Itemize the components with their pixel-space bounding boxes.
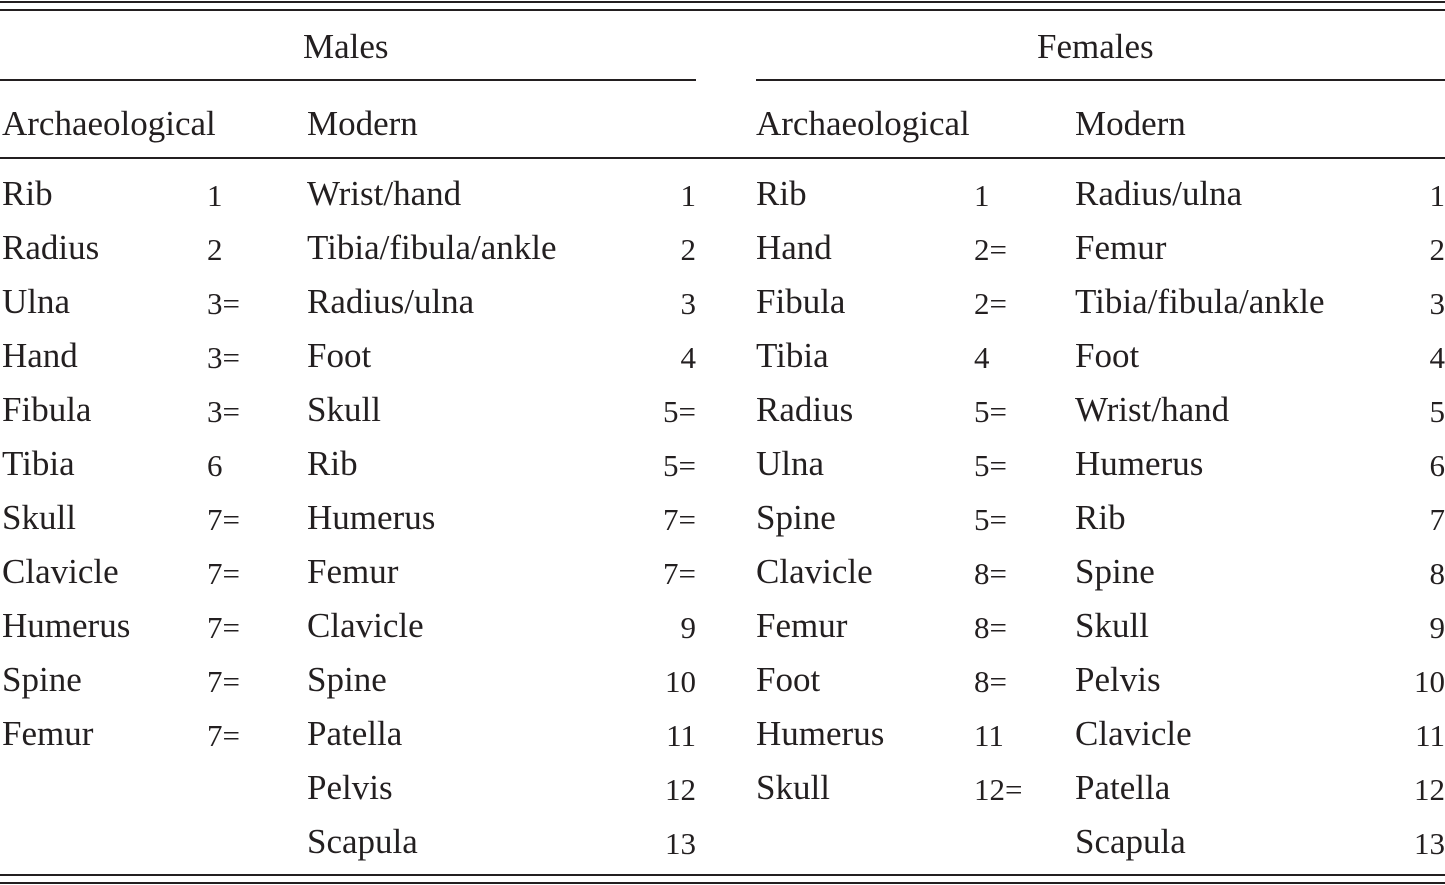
females-archaeological-rank: 8=: [974, 664, 1007, 699]
females-archaeological-rank: 5=: [974, 394, 1007, 429]
females-archaeological-name: Clavicle: [756, 552, 873, 591]
females-modern-rank: 12: [1414, 772, 1445, 807]
males-modern-rank: 5=: [663, 448, 696, 483]
females-archaeological-rank: 12=: [974, 772, 1023, 807]
table-bottom-rule-inner: [0, 874, 1445, 876]
table-bottom-rule: [0, 882, 1445, 884]
females-modern-name: Wrist/hand: [1075, 390, 1230, 429]
females-modern-rank: 8: [1429, 556, 1445, 591]
females-archaeological-name: Fibula: [756, 282, 846, 321]
males-archaeological-rank: 6: [207, 448, 223, 483]
males-archaeological-rank: 3=: [207, 340, 240, 375]
males-archaeological-name: Skull: [2, 498, 76, 537]
males-modern-rank: 13: [665, 826, 696, 861]
females-group-underline: [756, 79, 1445, 81]
males-modern-rank: 1: [680, 178, 696, 213]
males-modern-rank: 7=: [663, 502, 696, 537]
males-archaeological-rank: 1: [207, 178, 223, 213]
table-top-rule: [0, 1, 1445, 3]
females-archaeological-rank: 2=: [974, 286, 1007, 321]
females-modern-name: Clavicle: [1075, 714, 1192, 753]
females-modern-name: Skull: [1075, 606, 1149, 645]
males-archaeological-rank: 7=: [207, 556, 240, 591]
males-archaeological-name: Rib: [2, 174, 53, 213]
column-header-males-archaeological: Archaeological: [2, 104, 216, 143]
males-archaeological-rank: 3=: [207, 286, 240, 321]
females-modern-rank: 4: [1429, 340, 1445, 375]
females-archaeological-name: Femur: [756, 606, 848, 645]
males-archaeological-name: Ulna: [2, 282, 71, 321]
header-bottom-rule: [0, 157, 1445, 159]
males-modern-rank: 10: [665, 664, 696, 699]
males-archaeological-name: Tibia: [2, 444, 75, 483]
females-modern-name: Foot: [1075, 336, 1140, 375]
males-archaeological-name: Humerus: [2, 606, 131, 645]
females-modern-name: Scapula: [1075, 822, 1186, 861]
females-archaeological-name: Skull: [756, 768, 830, 807]
females-archaeological-rank: 4: [974, 340, 990, 375]
females-modern-rank: 5: [1429, 394, 1445, 429]
females-modern-name: Radius/ulna: [1075, 174, 1243, 213]
males-modern-rank: 11: [666, 718, 696, 753]
males-modern-name: Wrist/hand: [307, 174, 462, 213]
females-archaeological-name: Humerus: [756, 714, 885, 753]
females-modern-rank: 2: [1429, 232, 1445, 267]
females-modern-rank: 10: [1414, 664, 1445, 699]
females-modern-rank: 13: [1414, 826, 1445, 861]
males-archaeological-rank: 7=: [207, 502, 240, 537]
females-archaeological-rank: 8=: [974, 610, 1007, 645]
females-archaeological-name: Rib: [756, 174, 807, 213]
males-archaeological-name: Fibula: [2, 390, 92, 429]
females-archaeological-rank: 5=: [974, 502, 1007, 537]
females-archaeological-rank: 8=: [974, 556, 1007, 591]
males-archaeological-rank: 7=: [207, 664, 240, 699]
females-modern-rank: 9: [1429, 610, 1445, 645]
females-modern-rank: 3: [1429, 286, 1445, 321]
males-modern-name: Rib: [307, 444, 358, 483]
group-header-females: Females: [1037, 27, 1154, 66]
females-modern-name: Femur: [1075, 228, 1167, 267]
males-modern-name: Radius/ulna: [307, 282, 475, 321]
males-archaeological-name: Radius: [2, 228, 100, 267]
males-modern-name: Tibia/fibula/ankle: [307, 228, 557, 267]
females-modern-name: Patella: [1075, 768, 1171, 807]
males-group-underline: [0, 79, 696, 81]
column-header-males-modern: Modern: [307, 104, 418, 143]
females-modern-name: Rib: [1075, 498, 1126, 537]
males-modern-rank: 3: [680, 286, 696, 321]
males-archaeological-name: Hand: [2, 336, 78, 375]
males-archaeological-rank: 7=: [207, 718, 240, 753]
males-modern-rank: 9: [680, 610, 696, 645]
males-modern-rank: 4: [680, 340, 696, 375]
males-archaeological-name: Femur: [2, 714, 94, 753]
females-archaeological-name: Radius: [756, 390, 854, 429]
females-modern-name: Tibia/fibula/ankle: [1075, 282, 1325, 321]
table-top-rule-inner: [0, 9, 1445, 11]
males-modern-name: Skull: [307, 390, 381, 429]
females-archaeological-rank: 5=: [974, 448, 1007, 483]
females-archaeological-name: Ulna: [756, 444, 825, 483]
males-modern-name: Foot: [307, 336, 372, 375]
females-modern-name: Humerus: [1075, 444, 1204, 483]
males-archaeological-name: Clavicle: [2, 552, 119, 591]
females-archaeological-rank: 2=: [974, 232, 1007, 267]
females-modern-rank: 1: [1429, 178, 1445, 213]
males-archaeological-rank: 3=: [207, 394, 240, 429]
females-modern-rank: 7: [1429, 502, 1445, 537]
males-modern-name: Patella: [307, 714, 403, 753]
females-modern-name: Pelvis: [1075, 660, 1161, 699]
males-archaeological-name: Spine: [2, 660, 82, 699]
males-modern-name: Femur: [307, 552, 399, 591]
males-archaeological-rank: 7=: [207, 610, 240, 645]
males-modern-rank: 2: [680, 232, 696, 267]
column-header-females-modern: Modern: [1075, 104, 1186, 143]
females-archaeological-name: Foot: [756, 660, 821, 699]
females-modern-rank: 11: [1415, 718, 1445, 753]
males-modern-rank: 5=: [663, 394, 696, 429]
column-header-females-archaeological: Archaeological: [756, 104, 970, 143]
females-archaeological-rank: 11: [974, 718, 1004, 753]
females-archaeological-name: Tibia: [756, 336, 829, 375]
males-modern-name: Pelvis: [307, 768, 393, 807]
males-modern-name: Spine: [307, 660, 387, 699]
females-modern-rank: 6: [1429, 448, 1445, 483]
females-archaeological-name: Spine: [756, 498, 836, 537]
males-modern-name: Humerus: [307, 498, 436, 537]
group-header-males: Males: [303, 27, 389, 66]
females-modern-name: Spine: [1075, 552, 1155, 591]
males-archaeological-rank: 2: [207, 232, 223, 267]
males-modern-rank: 7=: [663, 556, 696, 591]
females-archaeological-rank: 1: [974, 178, 990, 213]
males-modern-rank: 12: [665, 772, 696, 807]
males-modern-name: Clavicle: [307, 606, 424, 645]
females-archaeological-name: Hand: [756, 228, 832, 267]
males-modern-name: Scapula: [307, 822, 418, 861]
